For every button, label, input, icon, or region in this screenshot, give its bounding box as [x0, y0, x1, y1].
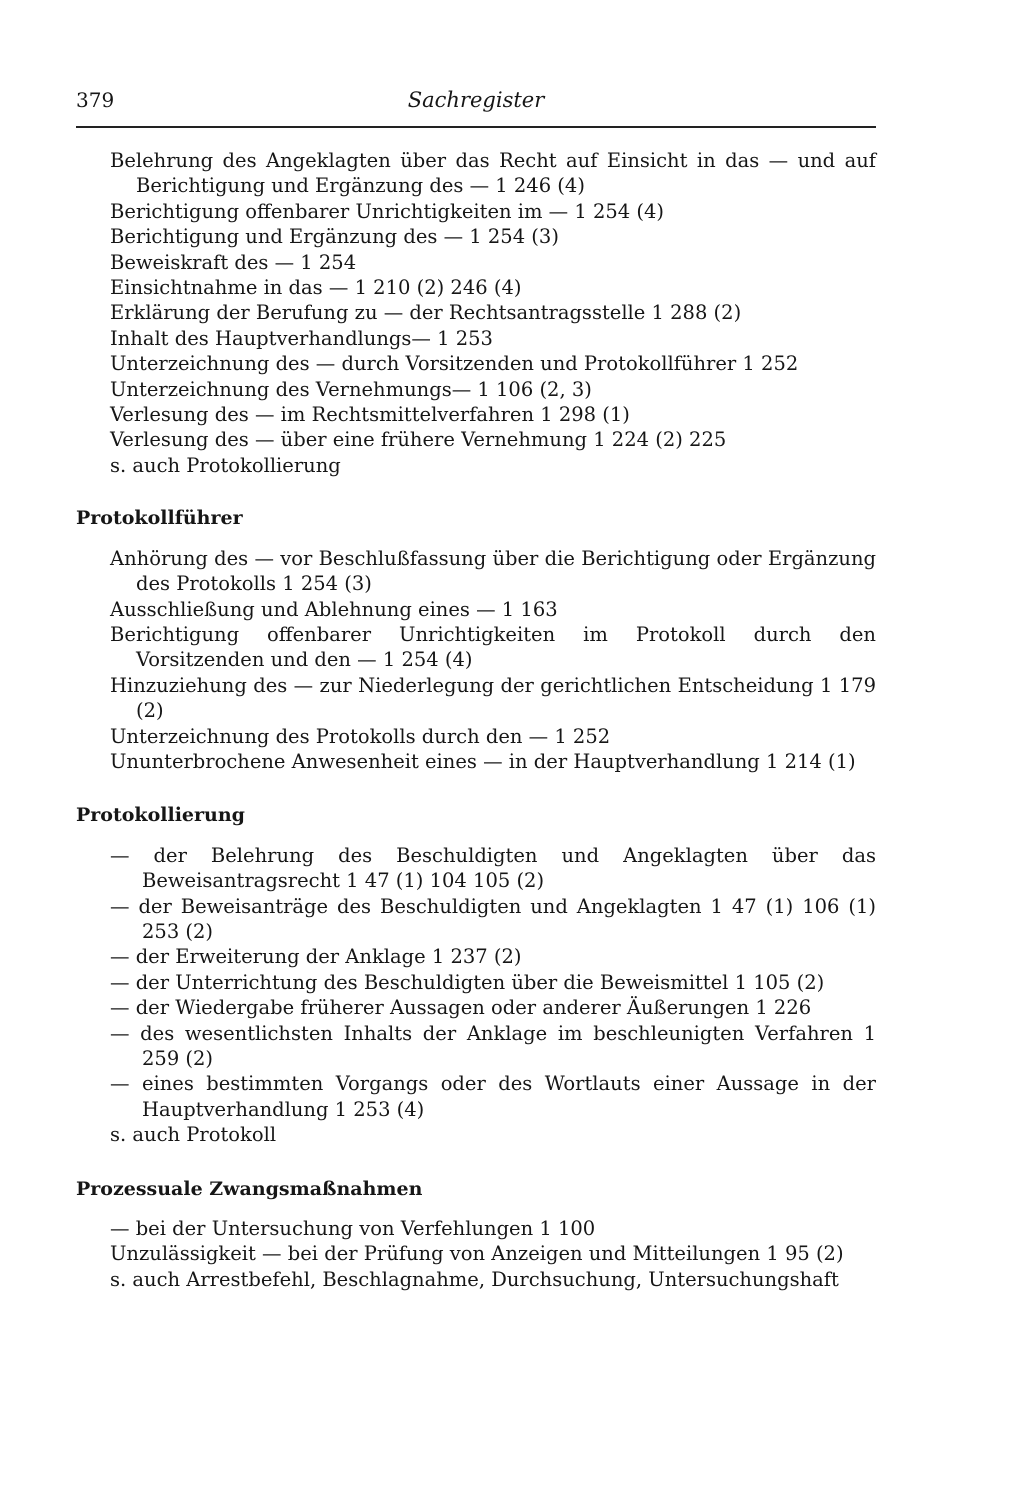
index-entry: Unterzeichnung des Vernehmungs— 1 106 (2, 3) [110, 377, 592, 401]
index-entry: Unterzeichnung des Protokolls durch den — 1 252 [110, 724, 611, 748]
index-heading: Prozessuale Zwangsmaßnahmen [76, 1177, 423, 1200]
index-entry: Verlesung des — über eine frühere Vernehmung 1 224 (2) 225 [110, 428, 727, 452]
index-entry: — der Belehrung des Beschuldigten und Angeklagten über das Beweisantragsrecht 1 47 (1) 104 105 (2) [110, 843, 876, 893]
index-entry: — eines bestimmten Vorgangs oder des Wortlauts einer Aussage in der Hauptverhandlung 1 253 (4) [110, 1072, 876, 1121]
running-head: Sachregister [407, 88, 545, 112]
index-entry: — der Beweisanträge des Beschuldigten und Angeklagten 1 47 (1) 106 (1) 253 (2) [110, 894, 876, 943]
page-header [76, 88, 876, 122]
index-entry: Ausschließung und Ablehnung eines — 1 163 [110, 597, 558, 621]
index-entry: Belehrung des Angeklagten über das Recht auf Einsicht in das — und auf Berichtigung und Ergänzung des — 1 246 (4) [110, 149, 876, 198]
index-content [76, 148, 876, 1292]
index-entry: — bei der Untersuchung von Verfehlungen 1 100 [110, 1217, 596, 1241]
index-entry: Unzulässigkeit — bei der Prüfung von Anzeigen und Mitteilungen 1 95 (2) [110, 1242, 844, 1266]
header-rule [76, 126, 876, 128]
index-entry: Einsichtnahme in das — 1 210 (2) 246 (4) [110, 276, 522, 300]
index-entry: Unterzeichnung des — durch Vorsitzenden und Protokollführer 1 252 [110, 352, 799, 376]
index-entry: Inhalt des Hauptverhandlungs— 1 253 [110, 326, 493, 350]
index-entry: Erklärung der Berufung zu — der Rechtsantragsstelle 1 288 (2) [110, 301, 742, 325]
index-entry: s. auch Protokoll [110, 1123, 277, 1147]
page-number: 379 [76, 88, 115, 112]
index-entry: Anhörung des — vor Beschlußfassung über die Berichtigung oder Ergänzung des Protokolls 1 254 (3) [110, 546, 876, 596]
index-section-protokoll-continued [76, 148, 876, 478]
index-entry: s. auch Protokollierung [110, 453, 341, 477]
index-entry: s. auch Arrestbefehl, Beschlagnahme, Durchsuchung, Untersuchungshaft [110, 1267, 839, 1291]
index-heading: Protokollierung [76, 804, 245, 827]
index-entry: Berichtigung offenbarer Unrichtigkeiten im Protokoll durch den Vorsitzenden und den — 1 254 (4) [110, 622, 876, 672]
index-entry: — der Wiedergabe früherer Aussagen oder anderer Äußerungen 1 226 [110, 996, 812, 1020]
index-section-zwangsmassnahmen [76, 1177, 876, 1293]
index-entry: Hinzuziehung des — zur Niederlegung der gerichtlichen Entscheidung 1 179 (2) [110, 673, 876, 723]
index-entry: — der Unterrichtung des Beschuldigten über die Beweismittel 1 105 (2) [110, 970, 825, 994]
index-entry: — der Erweiterung der Anklage 1 237 (2) [110, 945, 522, 969]
index-entry: Berichtigung offenbarer Unrichtigkeiten im — 1 254 (4) [110, 199, 665, 223]
index-section-protokollfuehrer [76, 506, 876, 774]
index-heading: Protokollführer [76, 507, 243, 530]
index-entry: Berichtigung und Ergänzung des — 1 254 (3) [110, 225, 559, 249]
index-entry: — des wesentlichsten Inhalts der Anklage im beschleunigten Verfahren 1 259 (2) [110, 1021, 876, 1070]
index-entry: Ununterbrochene Anwesenheit eines — in der Hauptverhandlung 1 214 (1) [110, 749, 856, 773]
index-section-protokollierung [76, 803, 876, 1147]
index-entry: Verlesung des — im Rechtsmittelverfahren 1 298 (1) [110, 403, 630, 427]
index-entry: Beweiskraft des — 1 254 [110, 250, 357, 274]
